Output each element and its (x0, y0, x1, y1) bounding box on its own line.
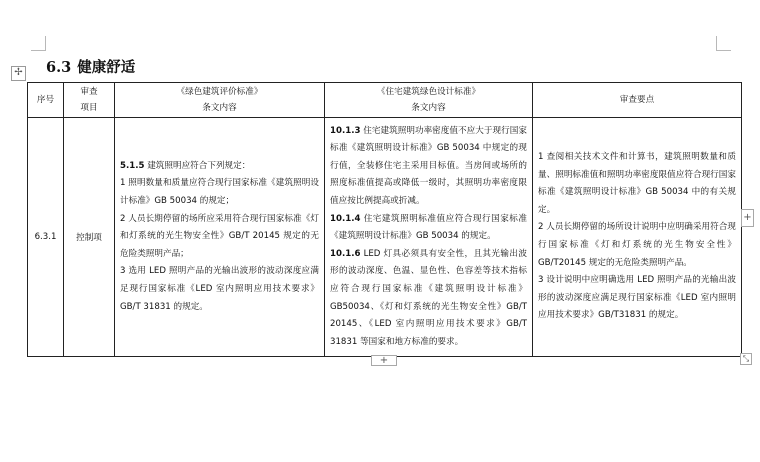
res-clause-3 (330, 246, 527, 352)
key-point-1: 1 查阅相关技术文件和计算书，建筑照明数量和质量、照明标准值和照明功率密度限值应符合现行国家标准《建筑照明设计标准》GB 50034 中的有关规定。 (538, 152, 736, 215)
page-corner-mark-top-right (716, 36, 731, 51)
header-residential-design-line1: 《住宅建筑绿色设计标准》 (376, 87, 481, 97)
table-row (28, 118, 742, 357)
section-title: 健康舒适 (77, 59, 136, 76)
std-clause-number: 5.1.5 (120, 160, 145, 171)
header-green-building-eval-line1: 《绿色建筑评价标准》 (176, 87, 263, 97)
cell-seq[interactable] (28, 118, 64, 357)
res-clause-2-number: 10.1.4 (330, 213, 361, 224)
table-move-handle-icon[interactable]: ✢ (11, 66, 26, 81)
res-clause-3-number: 10.1.6 (330, 248, 361, 259)
std-item-1: 1 照明数量和质量应符合现行国家标准《建筑照明设计标准》GB 50034 的规定； (120, 178, 319, 207)
page-corner-mark-top-left (31, 36, 46, 51)
std-item-3: 3 选用 LED 照明产品的光输出波形的波动深度应满足现行国家标准《LED 室内照明应用技术要求》GB/T 31831 的规定。 (120, 266, 319, 312)
header-review-item[interactable] (64, 83, 115, 118)
key-point-2: 2 人员长期停留的场所设计说明中应明确采用符合现行国家标准《灯和灯系统的光生物安全性》GB/T20145 规定的无危险类照明产品。 (538, 222, 736, 268)
header-green-building-eval[interactable] (115, 83, 325, 118)
res-clause-2 (330, 211, 527, 246)
header-residential-design[interactable] (325, 83, 533, 118)
res-clause-2-text: 住宅建筑照明标准值应符合现行国家标准《建筑照明设计标准》GB 50034 的规定。 (330, 213, 527, 242)
header-seq-label: 序号 (36, 95, 55, 105)
section-number: 6.3 (46, 59, 72, 76)
header-seq[interactable] (28, 83, 64, 118)
std-item-2: 2 人员长期停留的场所应采用符合现行国家标准《灯和灯系统的光生物安全性》GB/T 20145 规定的无危险类照明产品； (120, 213, 319, 259)
header-review-points-label: 审查要点 (619, 95, 655, 105)
header-review-points[interactable] (533, 83, 742, 118)
table-resize-icon[interactable]: ⤡ (740, 353, 752, 365)
res-clause-1-number: 10.1.3 (330, 125, 361, 136)
cell-green-building-eval[interactable] (115, 118, 325, 357)
review-table (27, 82, 742, 357)
header-green-building-eval-line2: 条文内容 (202, 103, 237, 113)
table-header-row (28, 83, 742, 118)
add-column-icon[interactable]: + (741, 209, 754, 227)
std-clause-text: 建筑照明应符合下列规定： (144, 160, 251, 171)
res-clause-1 (330, 123, 527, 211)
add-row-icon[interactable]: + (371, 355, 397, 366)
cell-review-item[interactable] (64, 118, 115, 357)
section-heading (46, 56, 135, 77)
key-point-3: 3 设计说明中应明确选用 LED 照明产品的光输出波形的波动深度应满足现行国家标准《LED 室内照明应用技术要求》GB/T31831 的规定。 (538, 275, 736, 321)
header-review-item-line2: 项目 (80, 103, 98, 113)
cell-review-item-text: 控制项 (76, 233, 102, 243)
header-residential-design-line2: 条文内容 (411, 103, 446, 113)
res-clause-3-text: LED 灯具必须具有安全性，且其光输出波形的波动深度、色温、显色性、色容差等技术指标应符合现行国家标准《建筑照明设计标准》GB50034、《灯和灯系统的光生物安全性》GB/T 20145、《LED 室内照明应用技术要求》GB/T 31831 等国家和地方标准的要求。 (330, 248, 527, 347)
std-clause-heading (120, 158, 319, 176)
cell-residential-design[interactable] (325, 118, 533, 357)
res-clause-1-text: 住宅建筑照明功率密度值不应大于现行国家标准《建筑照明设计标准》GB 50034 中规定的现行值，全装修住宅主采用目标值。当房间或场所的照度标准值提高或降低一级时，其照明功率密度限值应按比例提高或折减。 (330, 125, 527, 207)
header-review-item-line1: 审查 (80, 87, 98, 97)
cell-review-points[interactable] (533, 118, 742, 357)
cell-seq-text: 6.3.1 (34, 232, 57, 242)
